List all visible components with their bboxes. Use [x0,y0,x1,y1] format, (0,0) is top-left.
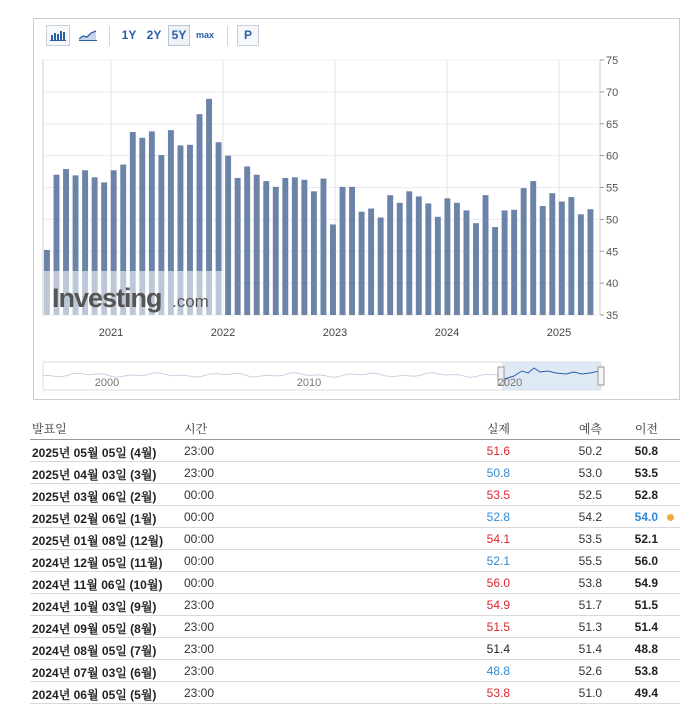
table-row [30,440,680,462]
table-row [30,682,680,704]
watermark-suffix: .com [172,292,209,311]
bar[interactable] [549,193,555,315]
bar-chart-icon [50,29,66,41]
x-tick-label: 2021 [98,327,124,339]
release-time: 23:00 [184,620,215,634]
forecast-value: 53.0 [578,466,602,480]
bar[interactable] [321,179,327,315]
bar[interactable] [397,203,403,315]
bar[interactable] [521,188,527,315]
previous-value: 48.8 [634,642,658,656]
table-row [30,594,680,616]
release-date: 2024년 11월 06일 (10월) [32,578,163,592]
navigator-year-label: 2000 [94,377,120,389]
bar[interactable] [340,187,346,315]
release-date: 2024년 08월 05일 (7월) [32,644,157,658]
navigator-year-label: 2020 [497,377,523,389]
chart-toolbar [34,19,679,53]
table-row [30,528,680,550]
bar-chart [34,53,679,399]
actual-value: 56.0 [486,576,510,590]
bar[interactable] [416,196,422,315]
navigator-right-handle[interactable] [598,367,604,385]
release-date: 2024년 12월 05일 (11월) [32,556,163,570]
bar[interactable] [263,181,269,315]
bar[interactable] [235,178,241,315]
bar[interactable] [368,209,374,315]
actual-value: 54.1 [486,532,510,546]
p-button[interactable]: P [237,25,259,46]
bar[interactable] [349,187,355,315]
y-tick-label: 65 [606,118,619,131]
bar[interactable] [502,210,508,315]
x-tick-label: 2024 [434,327,460,339]
previous-value: 51.5 [634,598,658,612]
bar[interactable] [454,203,460,315]
actual-value: 48.8 [486,664,510,678]
forecast-value: 53.8 [578,576,602,590]
actual-value: 50.8 [486,466,510,480]
header-time: 시간 [184,422,208,436]
previous-value: 51.4 [634,620,658,634]
release-date: 2024년 07월 03일 (6월) [32,666,157,680]
release-time: 00:00 [184,532,215,546]
release-time: 23:00 [184,444,215,458]
bar[interactable] [473,223,479,315]
release-date: 2025년 01월 08일 (12월) [32,534,164,548]
forecast-value: 53.5 [578,532,602,546]
release-date: 2025년 05월 05일 (4월) [32,446,157,460]
forecast-value: 52.5 [578,488,602,502]
bar[interactable] [568,197,574,315]
bar[interactable] [301,180,307,315]
toolbar-separator [227,26,228,46]
forecast-value: 54.2 [578,510,602,524]
forecast-value: 51.4 [578,642,602,656]
range-5y-button[interactable]: 5Y [168,25,190,46]
y-tick-label: 45 [606,246,619,259]
release-time: 00:00 [184,554,215,568]
previous-value: 56.0 [634,554,658,568]
investing-watermark [44,271,224,315]
bar-chart-type-button[interactable] [46,25,70,46]
actual-value: 52.8 [486,510,510,524]
actual-value: 51.5 [486,620,510,634]
y-tick-label: 70 [606,86,619,99]
release-time: 23:00 [184,686,215,700]
release-time: 23:00 [184,664,215,678]
bar[interactable] [492,227,498,315]
table-row [30,572,680,594]
header-date: 발표일 [32,422,67,436]
bar[interactable] [282,178,288,315]
header-actual: 실제 [486,422,510,436]
table-row [30,550,680,572]
bar[interactable] [587,209,593,315]
area-chart-type-button[interactable] [76,25,100,46]
bar[interactable] [273,187,279,315]
previous-value: 52.8 [634,488,658,502]
bar[interactable] [483,195,489,315]
forecast-value: 52.6 [578,664,602,678]
bar[interactable] [359,212,365,315]
y-tick-label: 40 [606,278,619,291]
bar[interactable] [292,177,298,315]
y-tick-label: 55 [606,182,619,195]
range-1y-button[interactable]: 1Y [121,28,137,42]
release-date: 2024년 09월 05일 (8월) [32,622,157,636]
chart-panel [33,18,680,400]
bar[interactable] [425,203,431,315]
release-date: 2024년 06월 05일 (5월) [32,688,157,702]
table-header [30,416,680,440]
bar[interactable] [406,191,412,315]
range-max-button[interactable]: max [195,30,214,40]
bar[interactable] [464,210,470,315]
release-time: 00:00 [184,576,215,590]
bar[interactable] [540,206,546,315]
bar[interactable] [511,210,517,315]
bar[interactable] [530,181,536,315]
x-tick-label: 2025 [546,327,572,339]
previous-value: 50.8 [634,444,658,458]
bar[interactable] [378,217,384,315]
release-time: 23:00 [184,598,215,612]
watermark-text: Investing [52,283,162,313]
x-tick-label: 2023 [322,327,348,339]
header-previous: 이전 [634,422,658,436]
bar[interactable] [254,175,260,315]
bar[interactable] [444,198,450,315]
bar[interactable] [387,195,393,315]
release-time: 00:00 [184,510,215,524]
toolbar-separator [109,26,110,46]
bar[interactable] [578,214,584,315]
previous-value: 53.5 [634,466,658,480]
table-row [30,484,680,506]
previous-value: 49.4 [634,686,658,700]
area-chart-icon [79,29,97,41]
release-date: 2025년 02월 06일 (1월) [32,512,157,526]
release-date: 2025년 03월 06일 (2월) [32,490,157,504]
forecast-value: 55.5 [578,554,602,568]
table-row [30,462,680,484]
header-forecast: 예측 [578,422,602,436]
previous-value: 54.0 [634,510,658,524]
actual-value: 54.9 [486,598,510,612]
bar[interactable] [330,224,336,315]
y-tick-label: 60 [606,150,619,163]
release-date: 2024년 10월 03일 (9월) [32,600,157,614]
y-tick-label: 50 [606,214,619,227]
release-date: 2025년 04월 03일 (3월) [32,468,157,482]
actual-value: 52.1 [486,554,510,568]
forecast-value: 51.7 [578,598,602,612]
forecast-value: 50.2 [578,444,602,458]
release-time: 00:00 [184,488,215,502]
forecast-value: 51.3 [578,620,602,634]
table-row [30,638,680,660]
range-navigator[interactable] [43,362,604,390]
y-tick-label: 35 [606,310,619,322]
bar[interactable] [435,217,441,315]
navigator-year-label: 2010 [296,377,322,389]
actual-value: 53.8 [486,686,510,700]
actual-value: 51.4 [486,642,510,656]
y-tick-label: 75 [606,55,619,67]
table-row [30,506,680,528]
bar[interactable] [559,202,565,315]
x-tick-label: 2022 [210,327,236,339]
release-time: 23:00 [184,466,215,480]
history-table [30,416,680,704]
previous-value: 54.9 [634,576,658,590]
previous-value: 52.1 [634,532,658,546]
table-row [30,660,680,682]
bar[interactable] [225,156,231,315]
release-time: 23:00 [184,642,215,656]
actual-value: 51.6 [486,444,510,458]
table-row [30,616,680,638]
bar[interactable] [311,191,317,315]
actual-value: 53.5 [486,488,510,502]
revised-indicator-icon [667,514,674,521]
previous-value: 53.8 [634,664,658,678]
bar[interactable] [244,166,250,315]
forecast-value: 51.0 [578,686,602,700]
range-2y-button[interactable]: 2Y [146,28,162,42]
